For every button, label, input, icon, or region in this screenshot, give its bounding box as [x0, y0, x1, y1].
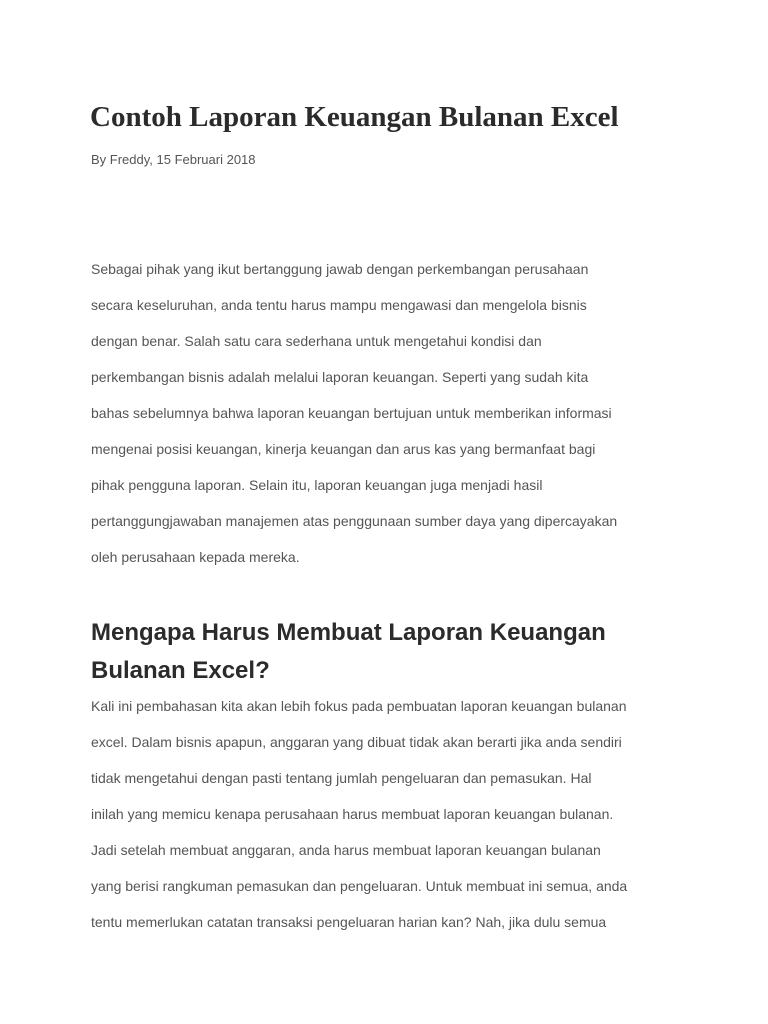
section-body-line: excel. Dalam bisnis apapun, anggaran yang dibuat tidak akan berarti jika anda sendiri: [91, 734, 622, 750]
intro-line: perkembangan bisnis adalah melalui laporan keuangan. Seperti yang sudah kita: [91, 369, 589, 385]
intro-paragraph: [91, 251, 617, 575]
intro-line: dengan benar. Salah satu cara sederhana untuk mengetahui kondisi dan: [91, 333, 542, 349]
section-body-line: tidak mengetahui dengan pasti tentang jumlah pengeluaran dan pemasukan. Hal: [91, 770, 592, 786]
section-body-line: tentu memerlukan catatan transaksi pengeluaran harian kan? Nah, jika dulu semua: [91, 914, 607, 930]
section-heading-line: Bulanan Excel?: [91, 657, 270, 684]
section-body-line: Jadi setelah membuat anggaran, anda harus membuat laporan keuangan bulanan: [91, 842, 601, 858]
section-body-line: yang berisi rangkuman pemasukan dan pengeluaran. Untuk membuat ini semua, anda: [91, 878, 628, 894]
article-byline: By Freddy, 15 Februari 2018: [91, 152, 256, 167]
section-body-line: Kali ini pembahasan kita akan lebih fokus pada pembuatan laporan keuangan bulanan: [91, 698, 627, 714]
intro-line: bahas sebelumnya bahwa laporan keuangan bertujuan untuk memberikan informasi: [91, 405, 612, 421]
intro-line: pertanggungjawaban manajemen atas penggunaan sumber daya yang dipercayakan: [91, 513, 618, 529]
intro-line: mengenai posisi keuangan, kinerja keuangan dan arus kas yang bermanfaat bagi: [91, 441, 596, 457]
intro-line: secara keseluruhan, anda tentu harus mampu mengawasi dan mengelola bisnis: [91, 297, 587, 313]
section-heading-line: Mengapa Harus Membuat Laporan Keuangan: [91, 619, 606, 646]
article-title: Contoh Laporan Keuangan Bulanan Excel: [90, 101, 619, 133]
section-body-paragraph: [91, 688, 627, 940]
intro-line: pihak pengguna laporan. Selain itu, laporan keuangan juga menjadi hasil: [91, 477, 543, 493]
intro-line: Sebagai pihak yang ikut bertanggung jawab dengan perkembangan perusahaan: [91, 261, 589, 277]
section-heading: [91, 614, 606, 690]
section-body-line: inilah yang memicu kenapa perusahaan harus membuat laporan keuangan bulanan.: [91, 806, 614, 822]
intro-line: oleh perusahaan kepada mereka.: [91, 549, 300, 565]
